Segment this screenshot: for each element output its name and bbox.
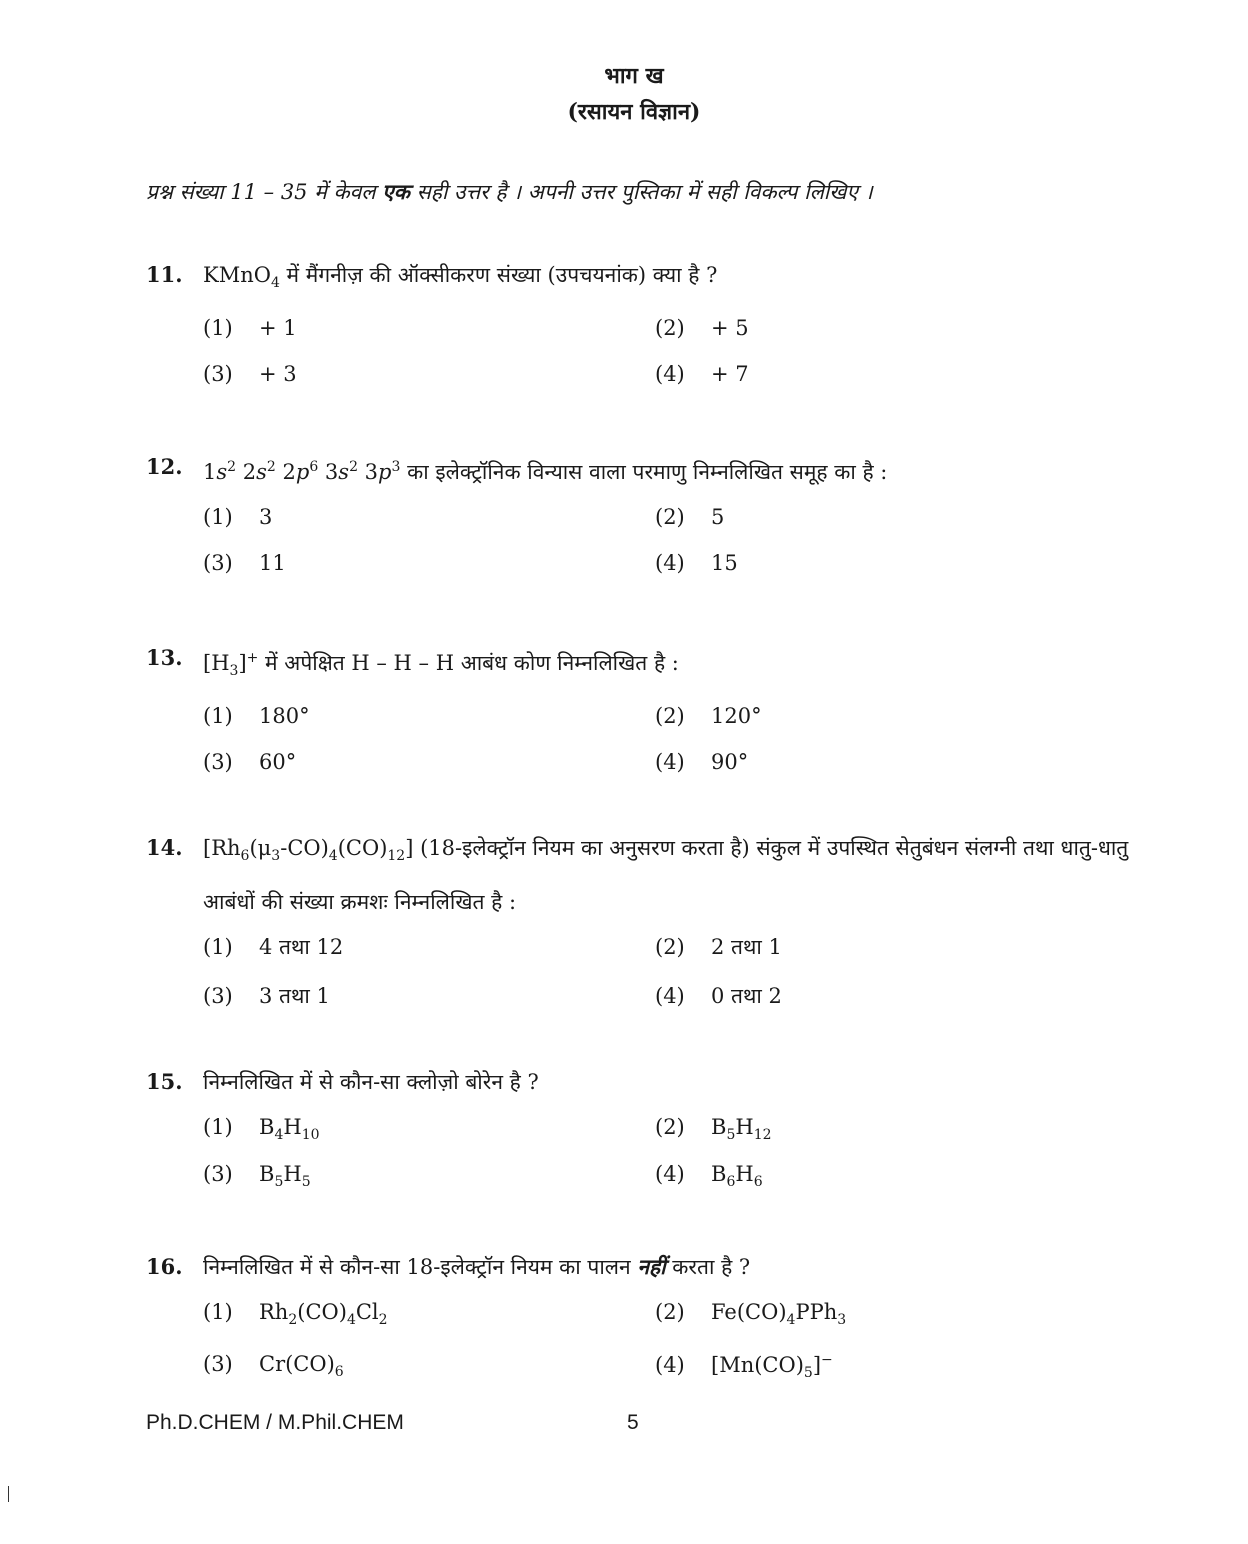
- question-13: [146, 635, 1136, 775]
- option-1: (1) 4 तथा 12: [203, 935, 344, 960]
- option-1: (1) $Rh_2(CO)_4Cl_2$: [203, 1300, 388, 1329]
- question-number: 11.: [146, 262, 183, 287]
- option-1: (1) 180°: [203, 704, 310, 729]
- option-4: (4) + 7: [655, 362, 749, 387]
- option-2: (2) + 5: [655, 316, 749, 341]
- option-1: (1) 3: [203, 505, 273, 529]
- question-text: निम्नलिखित में से कौन-सा क्लोज़ो बोरेन है ?: [203, 1070, 539, 1094]
- subject-heading: (रसायन विज्ञान): [567, 99, 701, 125]
- option-3: (3) + 3: [203, 362, 297, 387]
- option-4: (4) $B_6H_6$: [655, 1162, 763, 1191]
- option-4: (4) 90°: [655, 750, 749, 775]
- question-number: 12.: [146, 454, 183, 479]
- option-1: (1) $B_4H_{10}$: [203, 1115, 320, 1144]
- question-emphasis: नहीं: [637, 1254, 666, 1279]
- option-3: (3) 11: [203, 551, 286, 575]
- question-14: [146, 825, 1136, 1009]
- footer-course-code: Ph.D.CHEM / M.Phil.CHEM: [146, 1411, 404, 1434]
- option-4: (4) 0 तथा 2: [655, 984, 782, 1009]
- question-number: 16.: [146, 1254, 183, 1279]
- scan-edge-mark: [8, 1486, 9, 1502]
- option-3: (3) $Cr(CO)_6$: [203, 1352, 344, 1381]
- instruction-emphasis: एक: [382, 179, 410, 204]
- option-2: (2) $B_5H_{12}$: [655, 1115, 772, 1144]
- question-text: $[Rh_6(\mu_3-CO)_4(CO)_{12}]$ (18-इलेक्ट्रॉन नियम का अनुसरण करता है) संकुल में उपस्थित सेतुबंधन संलग्नी तथा धातु-धातु आबंधों की संख्या क्रमशः निम्नलिखित है :: [203, 836, 1129, 915]
- option-2: (2) 2 तथा 1: [655, 935, 782, 960]
- question-text: निम्नलिखित में से कौन-सा 18-इलेक्ट्रॉन नियम का पालन नहीं करता है ?: [203, 1254, 751, 1279]
- question-15: [146, 1059, 1136, 1191]
- question-text: KMnO$_4$ में मैंगनीज़ की ऑक्सीकरण संख्या (उपचयनांक) क्या है ?: [203, 263, 718, 292]
- option-3: (3) 60°: [203, 750, 297, 775]
- option-3: (3) $B_5H_5$: [203, 1162, 311, 1191]
- option-1: (1) + 1: [203, 316, 297, 341]
- question-12: [146, 444, 1136, 575]
- part-heading: भाग ख: [604, 63, 664, 89]
- question-number: 14.: [146, 835, 183, 860]
- question-number: 13.: [146, 645, 183, 670]
- instruction-text: प्रश्न संख्या 11 – 35 में केवल एक सही उत्तर है । अपनी उत्तर पुस्तिका में सही विकल्प लिखिए ।: [146, 179, 873, 204]
- option-3: (3) 3 तथा 1: [203, 984, 330, 1009]
- option-4: (4) $[Mn(CO)_5]^-$: [655, 1352, 833, 1382]
- option-2: (2) 5: [655, 505, 725, 529]
- question-text: $[H_3]^+$ में अपेक्षित H – H – H आबंध कोण निम्नलिखित है :: [203, 650, 679, 680]
- question-11: [146, 252, 1136, 387]
- question-text: $1s^2$ $2s^2$ $2p^6$ $3s^2$ $3p^3$ का इलेक्ट्रॉनिक विन्यास वाला परमाणु निम्नलिखित समूह का है :: [203, 459, 888, 484]
- option-4: (4) 15: [655, 551, 738, 575]
- question-number: 15.: [146, 1069, 183, 1094]
- footer-page-number: 5: [627, 1411, 639, 1434]
- option-2: (2) 120°: [655, 704, 762, 729]
- question-16: [146, 1244, 1136, 1382]
- option-2: (2) $Fe(CO)_4PPh_3$: [655, 1300, 847, 1329]
